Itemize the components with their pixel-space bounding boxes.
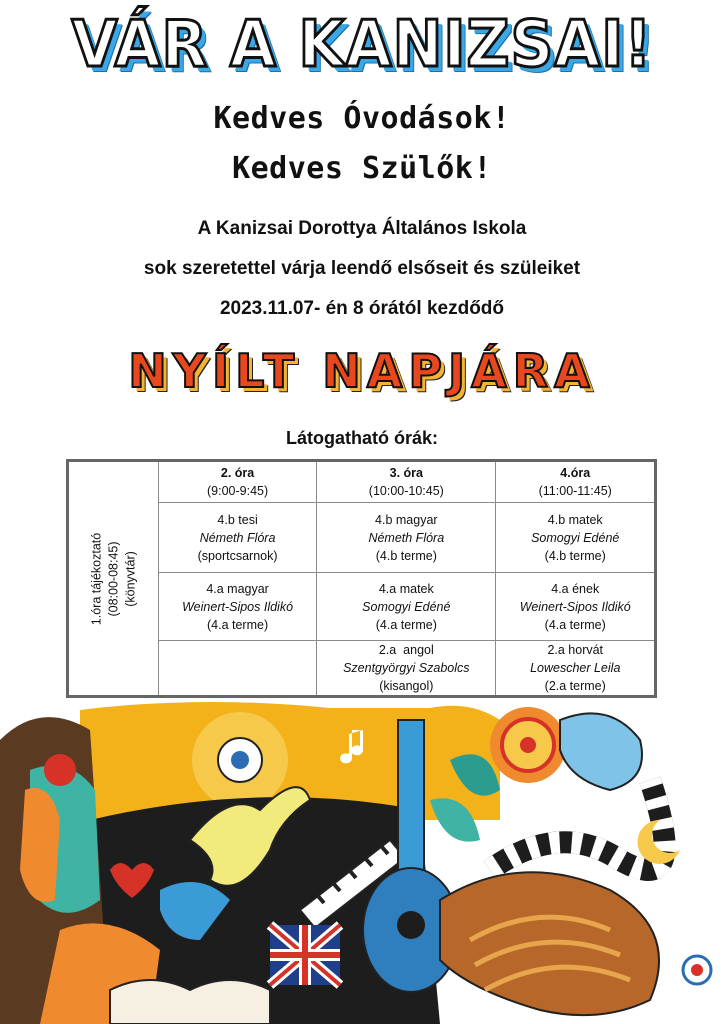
lesson-room: (4.a terme) — [375, 617, 437, 632]
first-lesson-info-label — [88, 532, 139, 624]
column-time: (9:00-9:45) — [207, 484, 269, 498]
union-flag-icon — [270, 925, 340, 985]
column-time: (10:00-10:45) — [368, 484, 444, 498]
lesson-teacher: Lowescher Leila — [530, 661, 621, 675]
lesson-teacher: Németh Flóra — [199, 530, 276, 545]
lesson-timetable — [66, 459, 657, 698]
lesson-class: 2.a horvát — [547, 643, 604, 657]
lesson-room: (4.a terme) — [544, 617, 606, 632]
lesson-teacher: Somogyi Edéné — [362, 599, 451, 614]
lesson-room: (2.a terme) — [544, 679, 606, 693]
date-line: 2023.11.07- én 8 órától kezdődő — [219, 298, 505, 319]
column-time: (11:00-11:45) — [538, 484, 612, 498]
column-header-lesson-2 — [159, 461, 317, 503]
lesson-class: 4.a ének — [551, 581, 600, 596]
lesson-class: 4.b magyar — [375, 512, 438, 527]
poster-title: VÁR A KANIZSAI! — [71, 8, 653, 82]
lesson-teacher: Németh Flóra — [368, 530, 445, 545]
lesson-cell — [317, 573, 496, 641]
lesson-room: (4.b terme) — [544, 548, 606, 563]
lesson-class: 4.a matek — [378, 581, 434, 596]
column-title: 4.óra — [560, 466, 591, 480]
greeting-parents: Kedves Szülők! — [232, 151, 492, 186]
lesson-cell — [496, 573, 656, 641]
greeting-children: Kedves Óvodások! — [213, 101, 511, 136]
flower-icon — [490, 707, 566, 783]
first-lesson-info-cell — [68, 461, 159, 697]
lesson-cell-empty — [159, 641, 317, 697]
lesson-room: (4.a terme) — [207, 617, 269, 632]
lesson-class: 4.b tesi — [217, 512, 258, 527]
lesson-cell — [317, 503, 496, 573]
column-header-lesson-3 — [317, 461, 496, 503]
lesson-room: (kisangol) — [379, 679, 434, 693]
lesson-cell — [496, 503, 656, 573]
school-logo-icon — [683, 956, 711, 984]
side-label-line: 1.óra tájékoztató — [89, 532, 103, 625]
side-label-line: (08:00-08:45) — [106, 540, 120, 617]
lesson-room: (sportcsarnok) — [197, 548, 278, 563]
lesson-class: 4.b matek — [547, 512, 603, 527]
lesson-teacher: Somogyi Edéné — [531, 530, 620, 545]
lesson-teacher: Weinert-Sipos Ildikó — [519, 599, 631, 614]
school-name-line: A Kanizsai Dorottya Általános Iskola — [197, 218, 527, 239]
lesson-cell — [496, 641, 656, 697]
lesson-class: 4.a magyar — [206, 581, 269, 596]
lesson-cell — [317, 641, 496, 697]
lesson-room: (4.b terme) — [375, 548, 437, 563]
folk-art-illustration — [0, 700, 724, 1024]
open-day-title: NYÍLT NAPJÁRA — [128, 344, 596, 398]
lesson-cell — [159, 573, 317, 641]
sun-icon — [192, 712, 288, 808]
column-title: 3. óra — [389, 466, 423, 480]
lesson-cell — [159, 503, 317, 573]
side-label-line: (könyvtár) — [123, 550, 137, 607]
column-header-lesson-4 — [496, 461, 656, 503]
lesson-teacher: Szentgyörgyi Szabolcs — [343, 661, 470, 675]
column-title: 2. óra — [220, 466, 255, 480]
invitation-line: sok szeretettel várja leendő elsőseit és szüleiket — [143, 258, 581, 279]
lesson-teacher: Weinert-Sipos Ildikó — [182, 599, 294, 614]
lessons-heading: Látogatható órák: — [285, 428, 438, 448]
lesson-class: 2.a angol — [378, 643, 434, 657]
